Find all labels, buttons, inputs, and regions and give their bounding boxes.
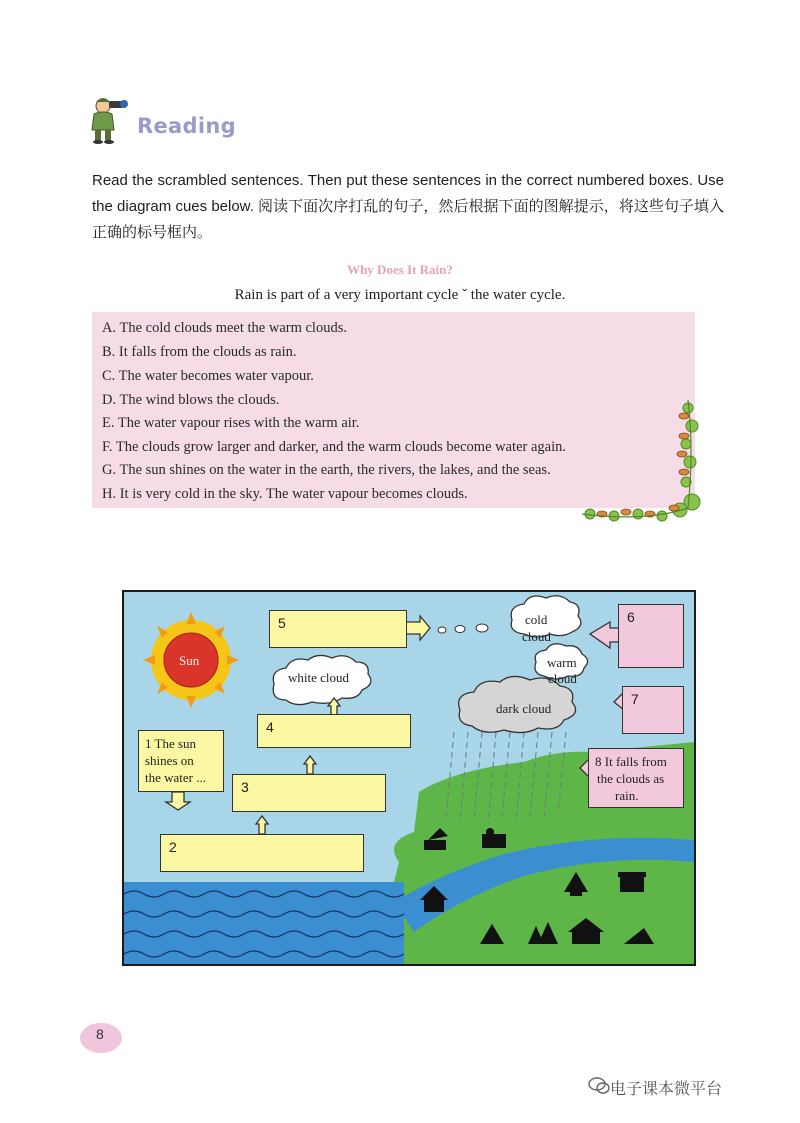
sentence-a: A. The cold clouds meet the warm clouds. bbox=[102, 320, 347, 336]
box-1-line2: shines on bbox=[145, 753, 194, 768]
page-number: 8 bbox=[96, 1026, 104, 1042]
watermark-text: 电子课本微平台 bbox=[610, 1081, 723, 1098]
answer-box-4[interactable] bbox=[257, 714, 411, 748]
white-cloud-label: white cloud bbox=[288, 670, 350, 685]
answer-box-6[interactable] bbox=[618, 604, 684, 668]
sentence-h: H. It is very cold in the sky. The water vapour becomes clouds. bbox=[102, 486, 468, 502]
answer-box-7[interactable] bbox=[622, 686, 684, 734]
box-6-number: 6 bbox=[627, 609, 635, 625]
reading-mascot-icon bbox=[86, 96, 132, 144]
sentence-c: C. The water becomes water vapour. bbox=[102, 368, 314, 384]
answer-box-5[interactable] bbox=[269, 610, 407, 648]
sun-label: Sun bbox=[179, 653, 200, 668]
box-8-line3: rain. bbox=[615, 788, 639, 803]
box-5-number: 5 bbox=[278, 615, 286, 631]
sentence-f: F. The clouds grow larger and darker, and the warm clouds become water again. bbox=[102, 439, 566, 455]
passage-subtitle: Rain is part of a very important cycle ˇ the water cycle. bbox=[234, 287, 566, 303]
box-4-number: 4 bbox=[266, 719, 274, 735]
wechat-icon bbox=[588, 1076, 610, 1096]
passage-title: Why Does It Rain? bbox=[347, 262, 453, 277]
clover-vine-decoration bbox=[576, 390, 708, 524]
example-box-1 bbox=[138, 730, 224, 792]
box-3-number: 3 bbox=[241, 779, 249, 795]
sentence-b: B. It falls from the clouds as rain. bbox=[102, 344, 297, 360]
box-1-line3: the water ... bbox=[145, 770, 207, 785]
sentence-e: E. The water vapour rises with the warm air. bbox=[102, 415, 360, 431]
instructions-text: Read the scrambled sentences. Then put these sentences in the correct numbered boxes. Use the diagram cues below. 阅读下面次序打乱的句子，然后根据下面的图解提示，将这些句子填入正确的标号框内。 bbox=[92, 172, 724, 241]
warm-cloud-label-line1: warm bbox=[547, 655, 577, 670]
box-8-line1: 8 It falls from bbox=[595, 754, 667, 769]
cold-cloud-label-line2: cloud bbox=[522, 629, 551, 644]
box-1-line1: 1 The sun bbox=[145, 736, 197, 751]
sentence-g: G. The sun shines on the water in the earth, the rivers, the lakes, and the seas. bbox=[102, 462, 551, 478]
dark-cloud-label: dark cloud bbox=[496, 701, 552, 716]
cold-cloud-label-line1: cold bbox=[525, 612, 548, 627]
warm-cloud-label-line2: cloud bbox=[548, 671, 577, 686]
box-8-line2: the clouds as bbox=[597, 771, 665, 786]
water-cycle-diagram bbox=[122, 590, 696, 966]
box-2-number: 2 bbox=[169, 839, 177, 855]
box-7-number: 7 bbox=[631, 691, 639, 707]
example-box-8 bbox=[588, 748, 684, 808]
answer-box-2[interactable] bbox=[160, 834, 364, 872]
section-title: Reading bbox=[137, 114, 236, 138]
answer-box-3[interactable] bbox=[232, 774, 386, 812]
sentence-d: D. The wind blows the clouds. bbox=[102, 392, 280, 408]
